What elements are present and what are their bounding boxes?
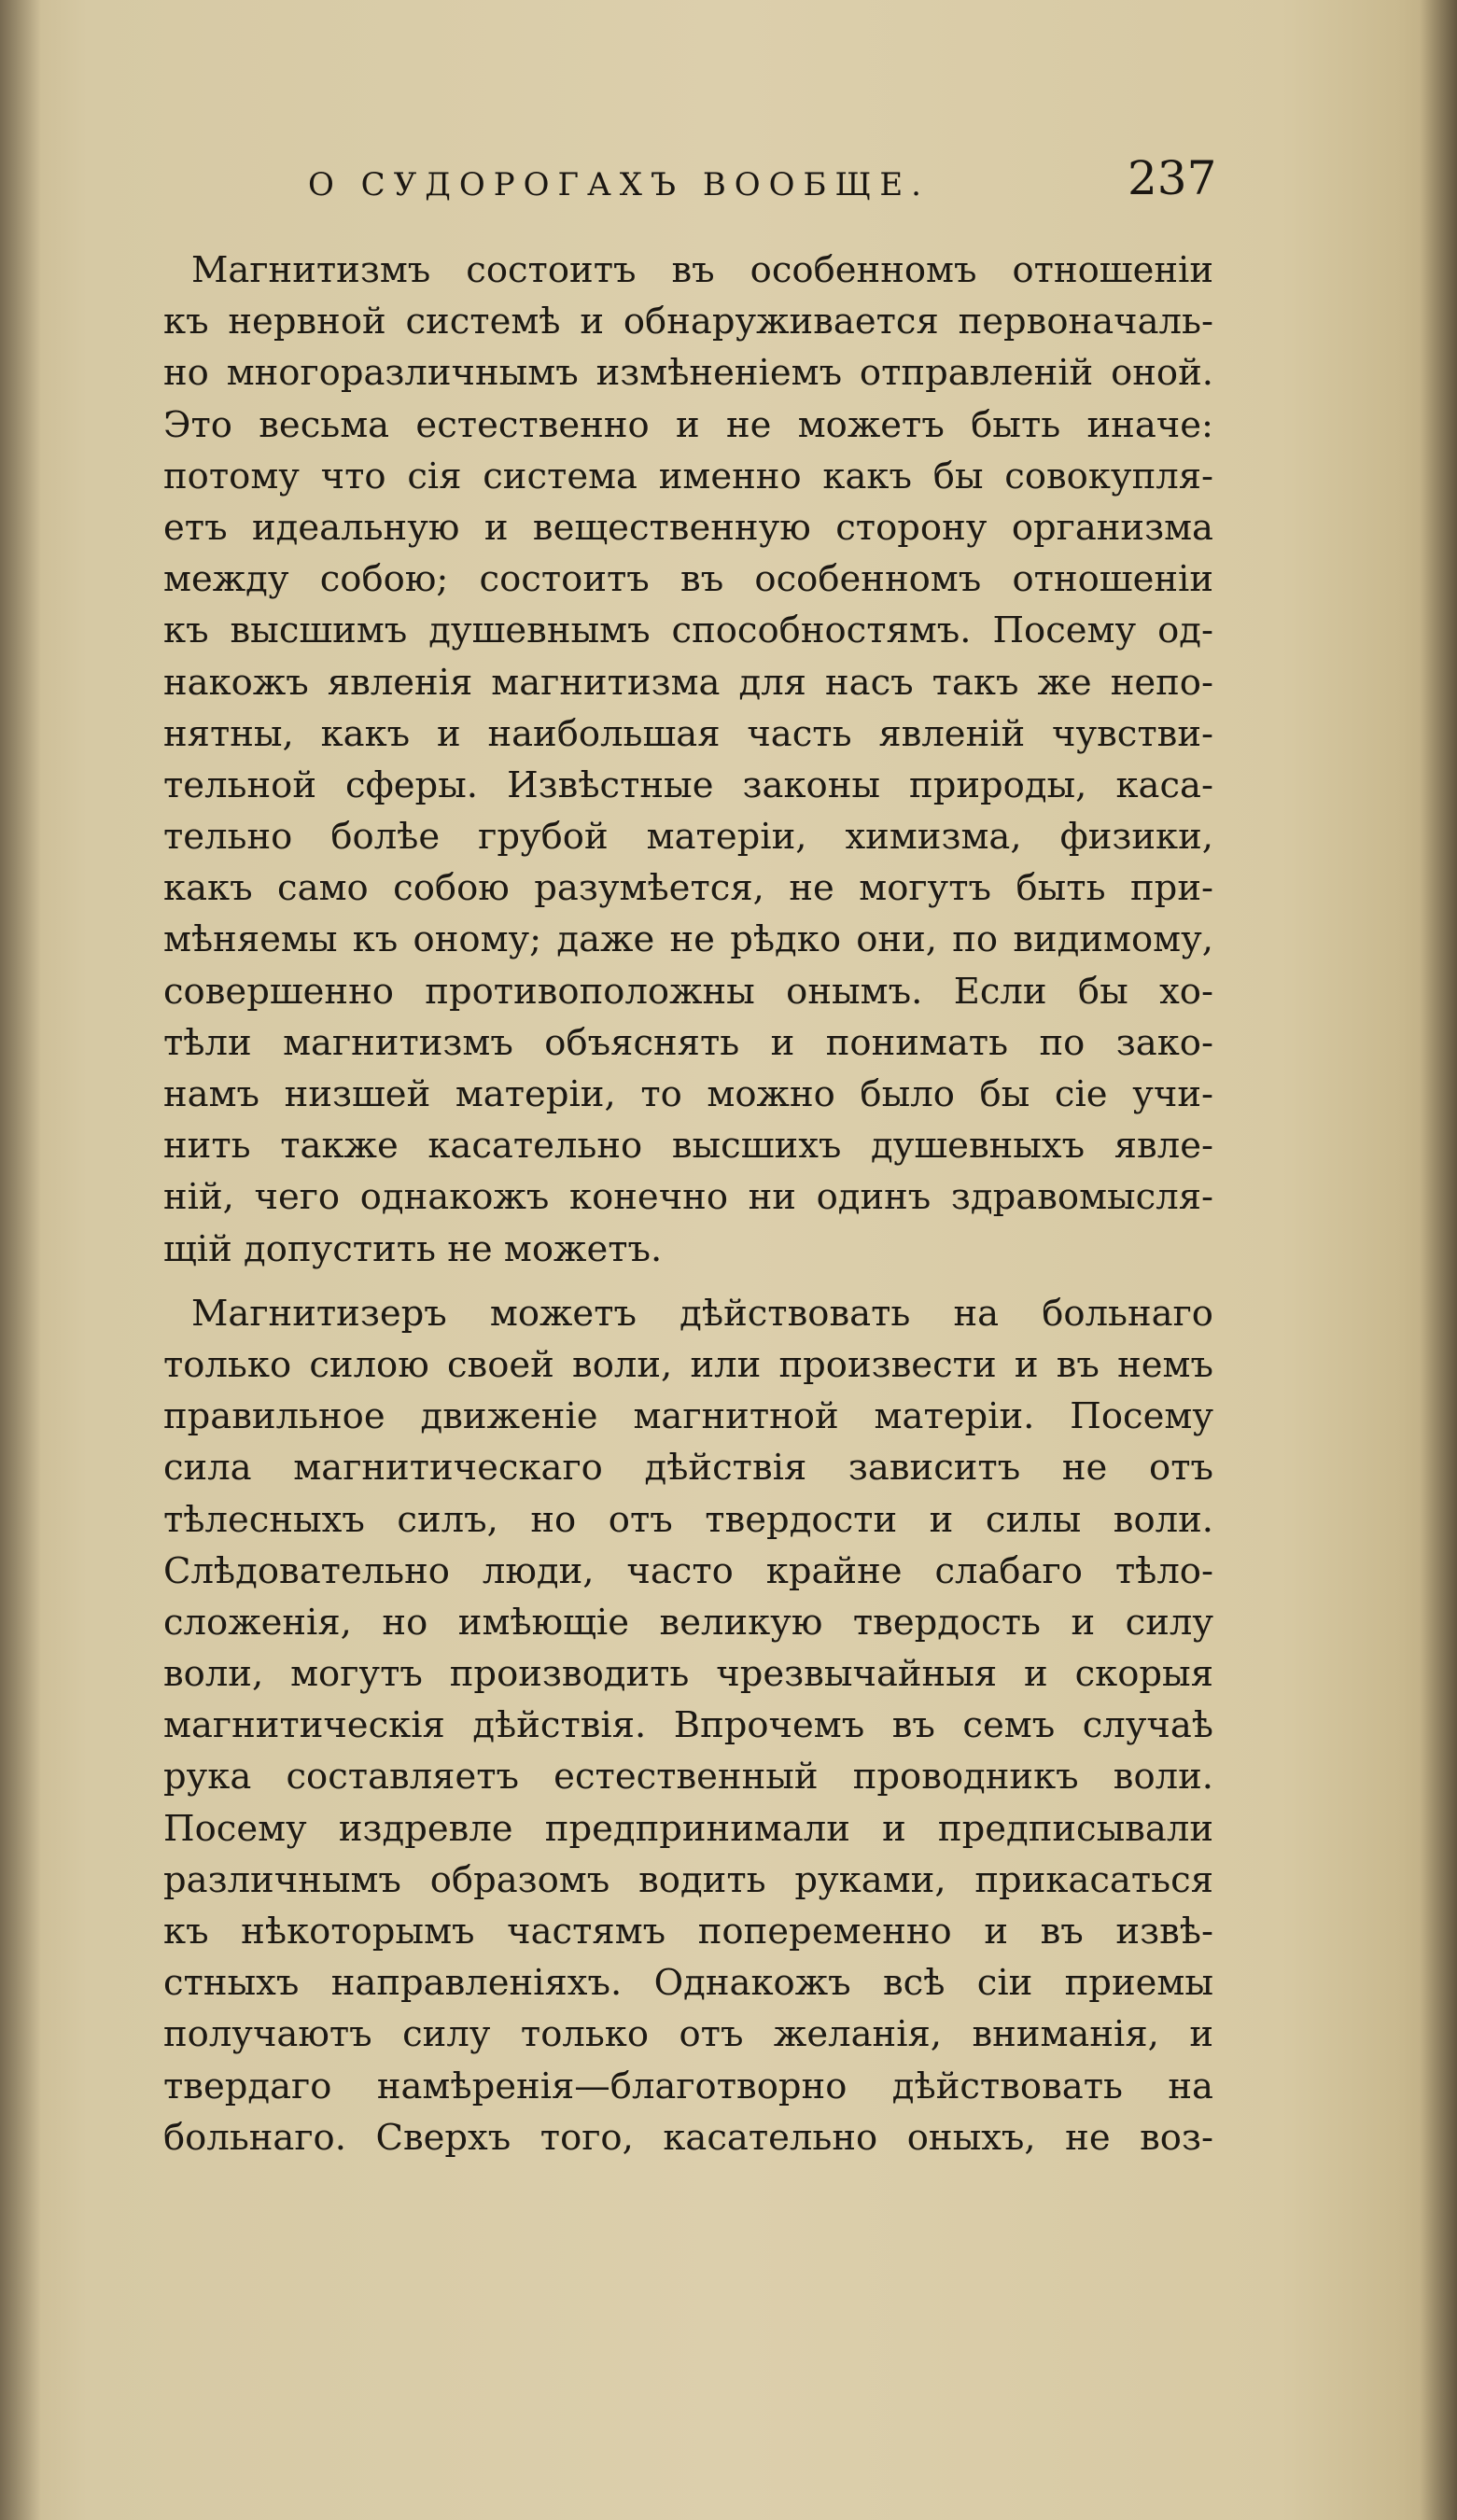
text-line: намъ низшей матерiи, то можно было бы сiе учи- [163,1073,1213,1115]
text-line: различнымъ образомъ водить руками, прикасаться [163,1858,1213,1901]
text-line: твердаго намѣренiя—благотворно дѣйствовать на [163,2065,1213,2107]
body-text [163,245,1213,2163]
text-line: тельной сферы. Извѣстные законы природы, каса- [163,763,1213,806]
text-line: етъ идеальную и вещественную сторону организма [163,506,1213,549]
text-line: нить также касательно высшихъ душевныхъ явле- [163,1125,1213,1168]
text-line: къ нѣкоторымъ частямъ попеременно и въ извѣ- [163,1911,1213,1953]
text-line: получаютъ силу только отъ желанiя, вниманiя, и [163,2013,1213,2056]
text-line: къ высшимъ душевнымъ способностямъ. Посему од- [163,609,1213,652]
text-line: совершенно противоположны онымъ. Если бы хо- [163,970,1213,1013]
text-line: Магнитизмъ состоитъ въ особенномъ отношенiи [191,249,1213,291]
text-line: больнаго. Сверхъ того, касательно оныхъ, не воз- [163,2116,1213,2159]
text-line: сила магнитическаго дѣйствiя зависитъ не отъ [163,1447,1213,1490]
text-line: Слѣдовательно люди, часто крайне слабаго тѣло- [163,1549,1213,1592]
text-line: между собою; состоитъ въ особенномъ отношенiи [163,558,1213,601]
text-line: нiй, чего однакожъ конечно ни одинъ здравомысля- [163,1176,1213,1219]
text-line: Это весьма естественно и не можетъ быть иначе: [163,403,1213,446]
text-line: мѣняемы къ оному; даже не рѣдко они, по видимому, [163,918,1213,961]
running-head: О СУДОРОГАХЪ ВООБЩЕ. [308,166,930,203]
binding-shadow [0,0,41,2520]
text-line: Посему издревле предпринимали и предписывали [163,1807,1213,1850]
text-line: тѣлесныхъ силъ, но отъ твердости и силы воли. [163,1498,1213,1541]
text-line: воли, могутъ производить чрезвычайныя и скорыя [163,1653,1213,1696]
text-line: стныхъ направленiяхъ. Однакожъ всѣ сiи приемы [163,1962,1213,2005]
paragraph-1 [163,245,1213,1275]
paragraph-2 [163,1288,1213,2163]
paragraph-gap [163,1275,1213,1288]
text-line: Магнитизеръ можетъ дѣйствовать на больнаго [191,1292,1213,1335]
text-line: потому что сiя система именно какъ бы совокупля- [163,455,1213,497]
text-line: тельно болѣе грубой матерiи, химизма, физики, [163,816,1213,859]
text-line: тѣли магнитизмъ объяснять и понимать по зако- [163,1021,1213,1064]
text-line: но многоразличнымъ измѣненiемъ отправленiй оной. [163,352,1213,395]
text-line: какъ само собою разумѣется, не могутъ быть при- [163,867,1213,910]
text-line: рука составляетъ естественный проводникъ воли. [163,1756,1213,1799]
text-line: правильное движенiе магнитной матерiи. Посему [163,1395,1213,1438]
text-line: щiй допустить не можетъ. [163,1227,663,1270]
text-line: нятны, какъ и наибольшая часть явленiй чувстви- [163,712,1213,755]
page-number: 237 [1128,151,1217,205]
page-edge-shadow [1420,0,1457,2520]
text-line: сложенiя, но имѣющiе великую твердость и силу [163,1601,1213,1644]
text-line: къ нервной системѣ и обнаруживается первоначаль- [163,301,1213,343]
text-line: магнитическiя дѣйствiя. Впрочемъ въ семъ случаѣ [163,1704,1213,1747]
text-line: только силою своей воли, или произвести и въ немъ [163,1343,1213,1386]
text-line: накожъ явленiя магнитизма для насъ такъ же непо- [163,661,1213,704]
